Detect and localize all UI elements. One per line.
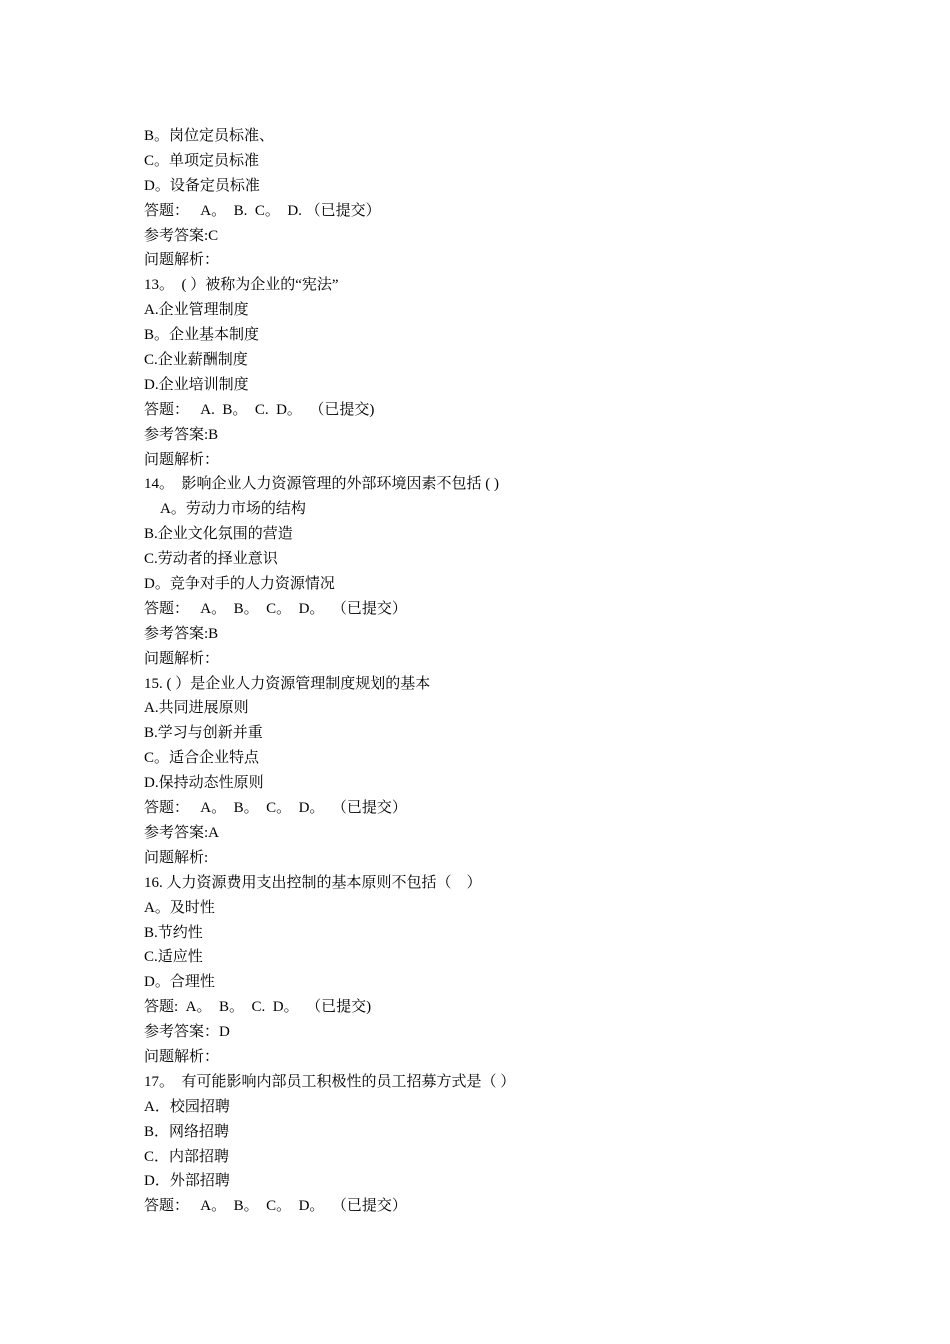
question-13: 13。 ( ）被称为企业的“宪法” bbox=[144, 277, 339, 294]
option-line: D。合理性 bbox=[144, 974, 215, 991]
analysis-label: 问题解析： bbox=[144, 650, 220, 667]
reference-answer: 参考答案：D bbox=[144, 1024, 230, 1041]
option-line: B。企业基本制度 bbox=[144, 327, 260, 344]
option-line: D.保持动态性原则 bbox=[144, 775, 264, 792]
analysis-label: 问题解析： bbox=[144, 451, 220, 468]
option-line: A．校园招聘 bbox=[144, 1098, 230, 1115]
answer-line: 答题: A。 B。 C. D。 （已提交) bbox=[144, 999, 372, 1016]
option-line: C。单项定员标准 bbox=[144, 152, 260, 169]
reference-answer: 参考答案:C bbox=[144, 227, 219, 244]
option-line: C.劳动者的择业意识 bbox=[144, 551, 278, 568]
option-line: D。竞争对手的人力资源情况 bbox=[144, 576, 335, 593]
answer-line: 答题： A. B。 C. D。 （已提交) bbox=[144, 401, 375, 418]
option-line: B.学习与创新并重 bbox=[144, 725, 263, 742]
answer-line: 答题： A。 B。 C。 D。 （已提交） bbox=[144, 1198, 407, 1215]
option-line: B.节约性 bbox=[144, 924, 203, 941]
reference-answer: 参考答案:B bbox=[144, 426, 219, 443]
reference-answer: 参考答案:B bbox=[144, 625, 219, 642]
option-line: D.企业培训制度 bbox=[144, 376, 249, 393]
question-15: 15. ( ）是企业人力资源管理制度规划的基本 bbox=[144, 675, 431, 692]
option-line: A。及时性 bbox=[144, 899, 215, 916]
option-line: C.企业薪酬制度 bbox=[144, 352, 248, 369]
option-line: B．网络招聘 bbox=[144, 1123, 230, 1140]
option-line: D。设备定员标准 bbox=[144, 177, 260, 194]
question-16: 16. 人力资源费用支出控制的基本原则不包括（ ） bbox=[144, 874, 482, 891]
option-line: D．外部招聘 bbox=[144, 1173, 230, 1190]
answer-line: 答题： A。 B。 C。 D。 （已提交） bbox=[144, 800, 407, 817]
reference-answer: 参考答案:A bbox=[144, 824, 220, 841]
answer-line: 答题： A。 B. C。 D. （已提交） bbox=[144, 202, 381, 219]
option-line: B。岗位定员标准、 bbox=[144, 128, 275, 144]
option-line: A.企业管理制度 bbox=[144, 302, 249, 319]
option-line: C。适合企业特点 bbox=[144, 750, 260, 767]
option-line: A。劳动力市场的结构 bbox=[160, 501, 306, 518]
analysis-label: 问题解析: bbox=[144, 849, 209, 866]
document-page bbox=[144, 124, 844, 1219]
analysis-label: 问题解析： bbox=[144, 1048, 220, 1065]
option-line: C.适应性 bbox=[144, 949, 203, 966]
analysis-label: 问题解析： bbox=[144, 252, 220, 269]
question-17: 17。 有可能影响内部员工积极性的员工招募方式是（ ） bbox=[144, 1073, 516, 1090]
question-14: 14。 影响企业人力资源管理的外部环境因素不包括 ( ) bbox=[144, 476, 499, 493]
option-line: C．内部招聘 bbox=[144, 1148, 230, 1165]
option-line: B.企业文化氛围的营造 bbox=[144, 526, 293, 543]
option-line: A.共同进展原则 bbox=[144, 700, 249, 717]
answer-line: 答题： A。 B。 C。 D。 （已提交） bbox=[144, 600, 407, 617]
